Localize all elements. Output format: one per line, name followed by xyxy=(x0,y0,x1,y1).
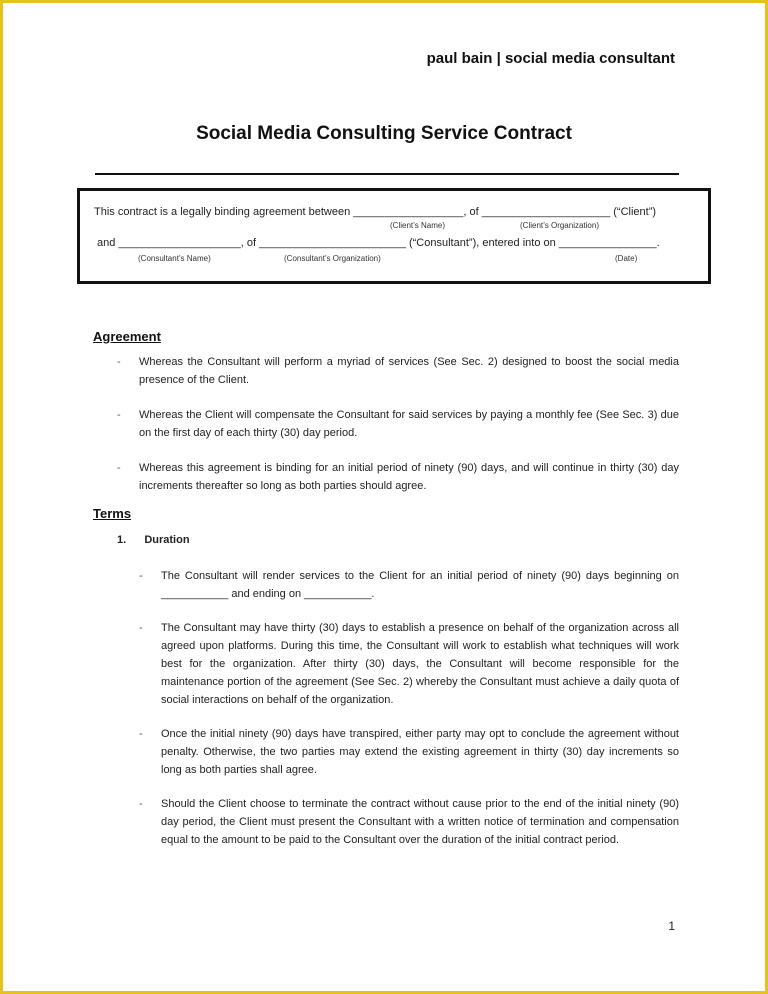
duration-item-text: The Consultant may have thirty (30) days to establish a presence on behalf of the organization across all agreed upon platforms. During this time, the Consultant will work to establish what techniques will work best for the organization. After thirty (30) days, the Consultant will become responsible for the maintenance portion of the agreement (See Sec. 2) whereby the Consultant must achieve a daily quota of social interactions on behalf of the organization. xyxy=(161,622,679,706)
client-organization-caption: (Client’s Organization) xyxy=(520,221,599,230)
date-caption: (Date) xyxy=(615,254,638,263)
title-underline xyxy=(95,173,679,175)
terms-heading: Terms xyxy=(93,506,132,521)
duration-item-text: Should the Client choose to terminate the contract without cause prior to the end of the initial ninety (90) day period, the Client must present the Consultant with a written notice of termination and compensation equal to the amount to be paid to the Consultant over the duration of the initial contract period. xyxy=(161,798,679,846)
agreement-item-text: Whereas this agreement is binding for an initial period of ninety (90) days, and will continue in thirty (30) day increments thereafter so long as both parties should agree. xyxy=(139,462,679,492)
page-header: paul bain | social media consultant xyxy=(426,50,675,67)
bullet-dash: - xyxy=(139,570,143,582)
agreement-item-text: Whereas the Client will compensate the Consultant for said services by paying a monthly fee (See Sec. 3) due on the first day of each thirty (30) day period. xyxy=(139,409,679,439)
consultant-name-caption: (Consultant’s Name) xyxy=(138,254,211,263)
duration-item-text: Once the initial ninety (90) days have transpired, either party may opt to conclude the agreement without penalty. Otherwise, the two parties may extend the existing agreement in thirty (30) day increments so long as both parties shall agree. xyxy=(161,728,679,776)
section-number: 1. xyxy=(117,534,127,546)
agreement-item xyxy=(117,459,679,495)
consultant-organization-caption: (Consultant’s Organization) xyxy=(284,254,381,263)
page-number: 1 xyxy=(668,919,675,933)
bullet-dash: - xyxy=(139,622,143,634)
document-title: Social Media Consulting Service Contract xyxy=(196,123,572,144)
client-name-caption: (Client’s Name) xyxy=(390,221,445,230)
party-information-box xyxy=(77,188,711,284)
agreement-item-text: Whereas the Consultant will perform a myriad of services (See Sec. 2) designed to boost the social media presence of the Client. xyxy=(139,356,679,386)
bullet-dash: - xyxy=(117,409,121,421)
bullet-dash: - xyxy=(139,798,143,810)
agreement-item xyxy=(117,353,679,389)
duration-item xyxy=(139,725,679,779)
bullet-dash: - xyxy=(117,462,121,474)
duration-item xyxy=(139,567,679,603)
duration-item xyxy=(139,619,679,709)
agreement-item xyxy=(117,406,679,442)
section-duration-heading xyxy=(117,534,190,546)
party-line-consultant: and ____________________, of ________________________ (“Consultant”), entered into on ________________. xyxy=(97,237,660,249)
agreement-heading: Agreement xyxy=(93,329,161,344)
party-line-client: This contract is a legally binding agreement between __________________, of _____________________ (“Client”) xyxy=(94,206,657,218)
bullet-dash: - xyxy=(139,728,143,740)
duration-item xyxy=(139,795,679,849)
section-title: Duration xyxy=(144,534,190,546)
bullet-dash: - xyxy=(117,356,121,368)
duration-item-text: The Consultant will render services to the Client for an initial period of ninety (90) days beginning on ___________ and ending on ___________. xyxy=(161,570,679,600)
